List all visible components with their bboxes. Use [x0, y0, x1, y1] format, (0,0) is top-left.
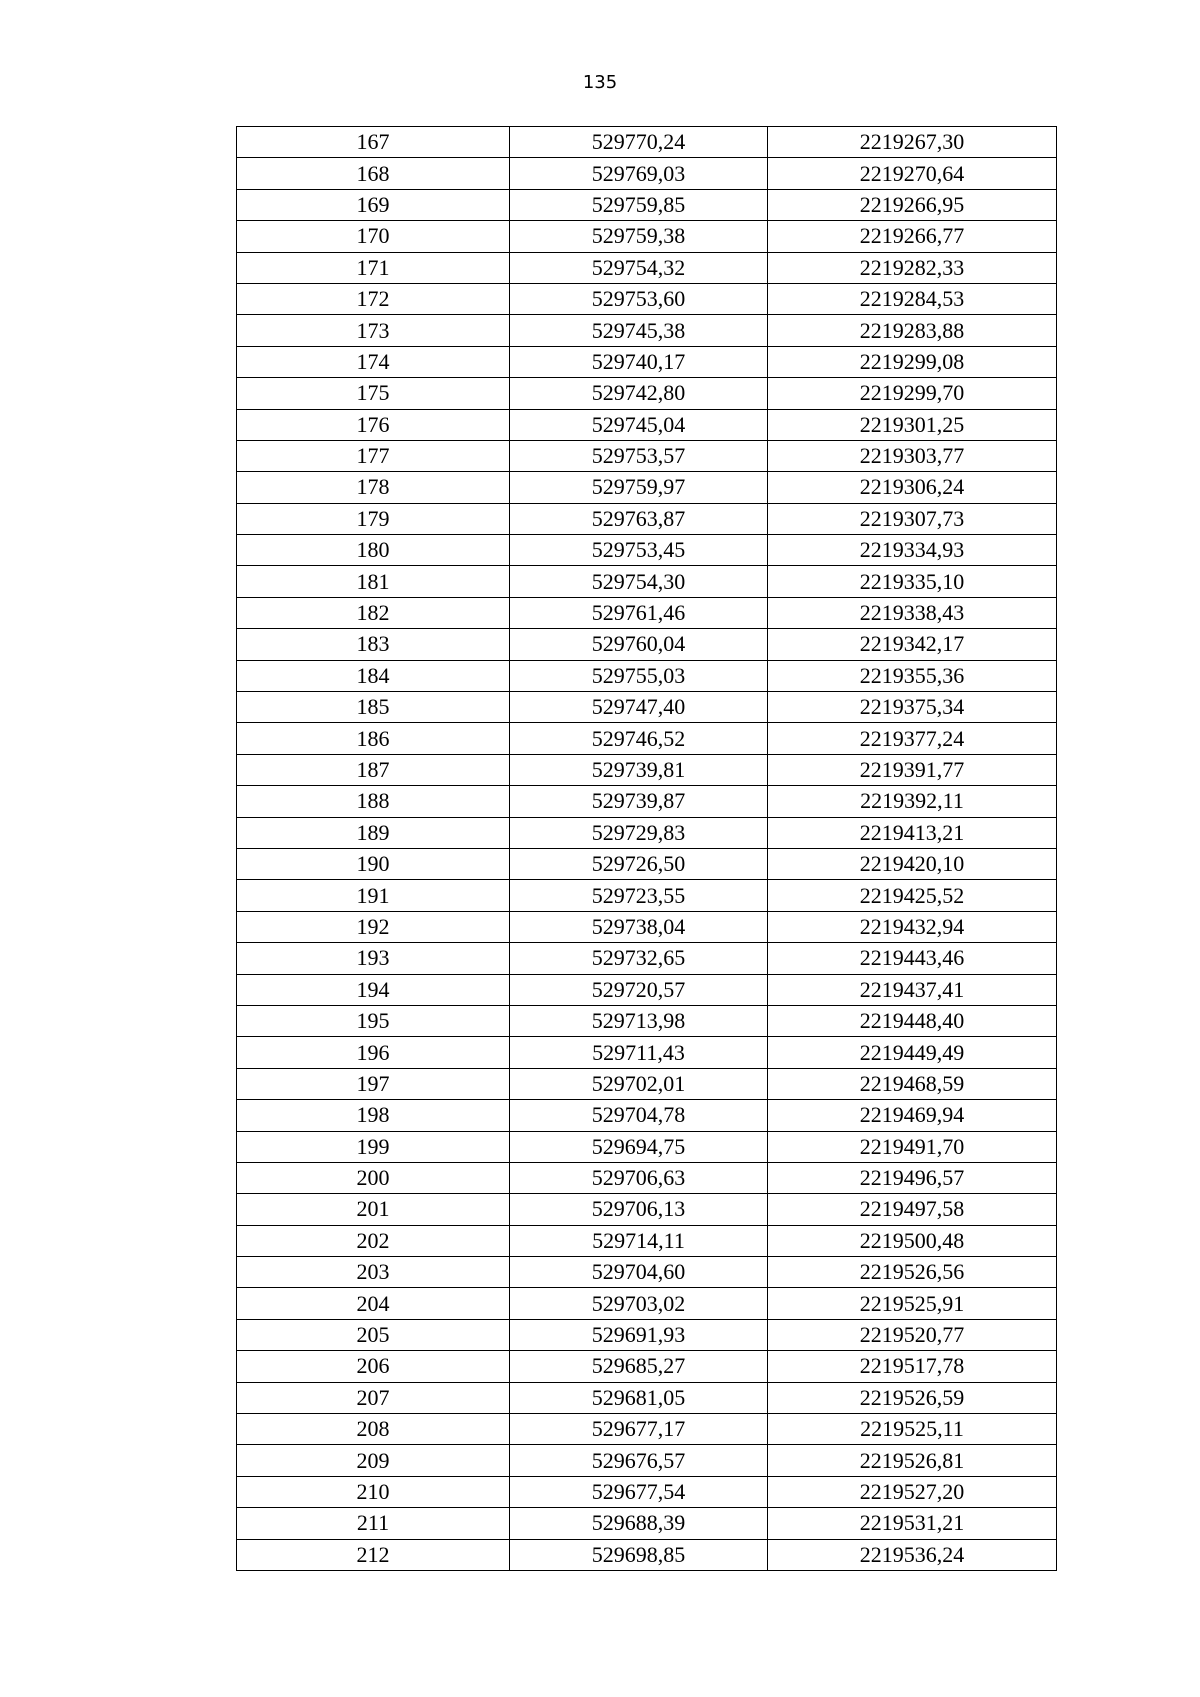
x-coordinate-cell: 529720,57 — [510, 974, 768, 1005]
point-number-cell: 192 — [237, 911, 510, 942]
x-coordinate-cell: 529761,46 — [510, 597, 768, 628]
point-number-cell: 201 — [237, 1194, 510, 1225]
y-coordinate-cell: 2219536,24 — [768, 1539, 1057, 1570]
table-row — [237, 1414, 1057, 1445]
x-coordinate-cell: 529704,60 — [510, 1257, 768, 1288]
table-row — [237, 252, 1057, 283]
table-row — [237, 786, 1057, 817]
x-coordinate-cell: 529739,87 — [510, 786, 768, 817]
table-row — [237, 535, 1057, 566]
point-number-cell: 178 — [237, 472, 510, 503]
point-number-cell: 173 — [237, 315, 510, 346]
table-row — [237, 880, 1057, 911]
point-number-cell: 169 — [237, 189, 510, 220]
table-row — [237, 1162, 1057, 1193]
x-coordinate-cell: 529729,83 — [510, 817, 768, 848]
table-row — [237, 503, 1057, 534]
point-number-cell: 179 — [237, 503, 510, 534]
point-number-cell: 181 — [237, 566, 510, 597]
table-row — [237, 1476, 1057, 1507]
x-coordinate-cell: 529746,52 — [510, 723, 768, 754]
point-number-cell: 175 — [237, 378, 510, 409]
x-coordinate-cell: 529713,98 — [510, 1005, 768, 1036]
point-number-cell: 196 — [237, 1037, 510, 1068]
point-number-cell: 198 — [237, 1100, 510, 1131]
table-row — [237, 1445, 1057, 1476]
table-row — [237, 158, 1057, 189]
y-coordinate-cell: 2219301,25 — [768, 409, 1057, 440]
point-number-cell: 177 — [237, 440, 510, 471]
table-row — [237, 472, 1057, 503]
y-coordinate-cell: 2219334,93 — [768, 535, 1057, 566]
point-number-cell: 171 — [237, 252, 510, 283]
point-number-cell: 193 — [237, 943, 510, 974]
table-row — [237, 660, 1057, 691]
table-row — [237, 1288, 1057, 1319]
x-coordinate-cell: 529754,30 — [510, 566, 768, 597]
point-number-cell: 206 — [237, 1351, 510, 1382]
table-row — [237, 1508, 1057, 1539]
page-number: 135 — [582, 72, 618, 93]
x-coordinate-cell: 529759,97 — [510, 472, 768, 503]
y-coordinate-cell: 2219303,77 — [768, 440, 1057, 471]
point-number-cell: 187 — [237, 754, 510, 785]
table-row — [237, 817, 1057, 848]
x-coordinate-cell: 529753,57 — [510, 440, 768, 471]
table-row — [237, 1194, 1057, 1225]
point-number-cell: 194 — [237, 974, 510, 1005]
x-coordinate-cell: 529738,04 — [510, 911, 768, 942]
table-row — [237, 1351, 1057, 1382]
x-coordinate-cell: 529677,17 — [510, 1414, 768, 1445]
point-number-cell: 172 — [237, 283, 510, 314]
y-coordinate-cell: 2219283,88 — [768, 315, 1057, 346]
x-coordinate-cell: 529763,87 — [510, 503, 768, 534]
x-coordinate-cell: 529769,03 — [510, 158, 768, 189]
coordinates-table-body — [237, 127, 1057, 1571]
table-row — [237, 911, 1057, 942]
point-number-cell: 189 — [237, 817, 510, 848]
y-coordinate-cell: 2219432,94 — [768, 911, 1057, 942]
y-coordinate-cell: 2219520,77 — [768, 1319, 1057, 1350]
point-number-cell: 167 — [237, 127, 510, 158]
point-number-cell: 208 — [237, 1414, 510, 1445]
y-coordinate-cell: 2219468,59 — [768, 1068, 1057, 1099]
y-coordinate-cell: 2219449,49 — [768, 1037, 1057, 1068]
point-number-cell: 170 — [237, 221, 510, 252]
y-coordinate-cell: 2219443,46 — [768, 943, 1057, 974]
x-coordinate-cell: 529704,78 — [510, 1100, 768, 1131]
y-coordinate-cell: 2219527,20 — [768, 1476, 1057, 1507]
y-coordinate-cell: 2219306,24 — [768, 472, 1057, 503]
x-coordinate-cell: 529698,85 — [510, 1539, 768, 1570]
x-coordinate-cell: 529702,01 — [510, 1068, 768, 1099]
x-coordinate-cell: 529688,39 — [510, 1508, 768, 1539]
y-coordinate-cell: 2219491,70 — [768, 1131, 1057, 1162]
point-number-cell: 185 — [237, 692, 510, 723]
y-coordinate-cell: 2219375,34 — [768, 692, 1057, 723]
x-coordinate-cell: 529745,04 — [510, 409, 768, 440]
y-coordinate-cell: 2219270,64 — [768, 158, 1057, 189]
y-coordinate-cell: 2219526,56 — [768, 1257, 1057, 1288]
y-coordinate-cell: 2219267,30 — [768, 127, 1057, 158]
point-number-cell: 184 — [237, 660, 510, 691]
x-coordinate-cell: 529745,38 — [510, 315, 768, 346]
x-coordinate-cell: 529676,57 — [510, 1445, 768, 1476]
table-row — [237, 1225, 1057, 1256]
table-row — [237, 754, 1057, 785]
x-coordinate-cell: 529755,03 — [510, 660, 768, 691]
x-coordinate-cell: 529742,80 — [510, 378, 768, 409]
table-row — [237, 692, 1057, 723]
y-coordinate-cell: 2219335,10 — [768, 566, 1057, 597]
coordinates-table — [236, 126, 1057, 1571]
y-coordinate-cell: 2219266,95 — [768, 189, 1057, 220]
point-number-cell: 212 — [237, 1539, 510, 1570]
y-coordinate-cell: 2219392,11 — [768, 786, 1057, 817]
table-row — [237, 723, 1057, 754]
point-number-cell: 176 — [237, 409, 510, 440]
point-number-cell: 182 — [237, 597, 510, 628]
y-coordinate-cell: 2219496,57 — [768, 1162, 1057, 1193]
x-coordinate-cell: 529714,11 — [510, 1225, 768, 1256]
table-row — [237, 597, 1057, 628]
point-number-cell: 174 — [237, 346, 510, 377]
point-number-cell: 183 — [237, 629, 510, 660]
x-coordinate-cell: 529759,85 — [510, 189, 768, 220]
table-row — [237, 943, 1057, 974]
table-row — [237, 1539, 1057, 1570]
x-coordinate-cell: 529685,27 — [510, 1351, 768, 1382]
y-coordinate-cell: 2219266,77 — [768, 221, 1057, 252]
point-number-cell: 211 — [237, 1508, 510, 1539]
y-coordinate-cell: 2219413,21 — [768, 817, 1057, 848]
y-coordinate-cell: 2219391,77 — [768, 754, 1057, 785]
point-number-cell: 203 — [237, 1257, 510, 1288]
point-number-cell: 207 — [237, 1382, 510, 1413]
x-coordinate-cell: 529770,24 — [510, 127, 768, 158]
table-row — [237, 1382, 1057, 1413]
x-coordinate-cell: 529747,40 — [510, 692, 768, 723]
y-coordinate-cell: 2219531,21 — [768, 1508, 1057, 1539]
y-coordinate-cell: 2219437,41 — [768, 974, 1057, 1005]
point-number-cell: 209 — [237, 1445, 510, 1476]
table-row — [237, 1005, 1057, 1036]
table-row — [237, 221, 1057, 252]
x-coordinate-cell: 529759,38 — [510, 221, 768, 252]
x-coordinate-cell: 529694,75 — [510, 1131, 768, 1162]
x-coordinate-cell: 529753,60 — [510, 283, 768, 314]
point-number-cell: 195 — [237, 1005, 510, 1036]
table-row — [237, 189, 1057, 220]
x-coordinate-cell: 529760,04 — [510, 629, 768, 660]
point-number-cell: 168 — [237, 158, 510, 189]
y-coordinate-cell: 2219355,36 — [768, 660, 1057, 691]
y-coordinate-cell: 2219284,53 — [768, 283, 1057, 314]
y-coordinate-cell: 2219377,24 — [768, 723, 1057, 754]
point-number-cell: 197 — [237, 1068, 510, 1099]
table-row — [237, 315, 1057, 346]
y-coordinate-cell: 2219500,48 — [768, 1225, 1057, 1256]
table-row — [237, 378, 1057, 409]
x-coordinate-cell: 529691,93 — [510, 1319, 768, 1350]
point-number-cell: 210 — [237, 1476, 510, 1507]
y-coordinate-cell: 2219338,43 — [768, 597, 1057, 628]
x-coordinate-cell: 529677,54 — [510, 1476, 768, 1507]
x-coordinate-cell: 529681,05 — [510, 1382, 768, 1413]
point-number-cell: 205 — [237, 1319, 510, 1350]
table-row — [237, 629, 1057, 660]
x-coordinate-cell: 529732,65 — [510, 943, 768, 974]
table-row — [237, 848, 1057, 879]
table-row — [237, 346, 1057, 377]
point-number-cell: 202 — [237, 1225, 510, 1256]
x-coordinate-cell: 529739,81 — [510, 754, 768, 785]
y-coordinate-cell: 2219342,17 — [768, 629, 1057, 660]
y-coordinate-cell: 2219425,52 — [768, 880, 1057, 911]
x-coordinate-cell: 529753,45 — [510, 535, 768, 566]
x-coordinate-cell: 529703,02 — [510, 1288, 768, 1319]
table-row — [237, 440, 1057, 471]
point-number-cell: 188 — [237, 786, 510, 817]
y-coordinate-cell: 2219517,78 — [768, 1351, 1057, 1382]
y-coordinate-cell: 2219299,08 — [768, 346, 1057, 377]
y-coordinate-cell: 2219299,70 — [768, 378, 1057, 409]
point-number-cell: 199 — [237, 1131, 510, 1162]
y-coordinate-cell: 2219469,94 — [768, 1100, 1057, 1131]
table-row — [237, 1100, 1057, 1131]
x-coordinate-cell: 529754,32 — [510, 252, 768, 283]
x-coordinate-cell: 529726,50 — [510, 848, 768, 879]
y-coordinate-cell: 2219307,73 — [768, 503, 1057, 534]
table-row — [237, 1257, 1057, 1288]
table-row — [237, 566, 1057, 597]
table-row — [237, 127, 1057, 158]
table-row — [237, 1037, 1057, 1068]
point-number-cell: 180 — [237, 535, 510, 566]
y-coordinate-cell: 2219525,91 — [768, 1288, 1057, 1319]
x-coordinate-cell: 529723,55 — [510, 880, 768, 911]
x-coordinate-cell: 529706,13 — [510, 1194, 768, 1225]
point-number-cell: 191 — [237, 880, 510, 911]
y-coordinate-cell: 2219525,11 — [768, 1414, 1057, 1445]
y-coordinate-cell: 2219448,40 — [768, 1005, 1057, 1036]
y-coordinate-cell: 2219526,59 — [768, 1382, 1057, 1413]
table-row — [237, 409, 1057, 440]
point-number-cell: 204 — [237, 1288, 510, 1319]
y-coordinate-cell: 2219526,81 — [768, 1445, 1057, 1476]
point-number-cell: 200 — [237, 1162, 510, 1193]
table-row — [237, 974, 1057, 1005]
table-row — [237, 1319, 1057, 1350]
point-number-cell: 190 — [237, 848, 510, 879]
y-coordinate-cell: 2219282,33 — [768, 252, 1057, 283]
point-number-cell: 186 — [237, 723, 510, 754]
y-coordinate-cell: 2219420,10 — [768, 848, 1057, 879]
x-coordinate-cell: 529740,17 — [510, 346, 768, 377]
table-row — [237, 283, 1057, 314]
table-row — [237, 1068, 1057, 1099]
table-row — [237, 1131, 1057, 1162]
x-coordinate-cell: 529711,43 — [510, 1037, 768, 1068]
x-coordinate-cell: 529706,63 — [510, 1162, 768, 1193]
y-coordinate-cell: 2219497,58 — [768, 1194, 1057, 1225]
